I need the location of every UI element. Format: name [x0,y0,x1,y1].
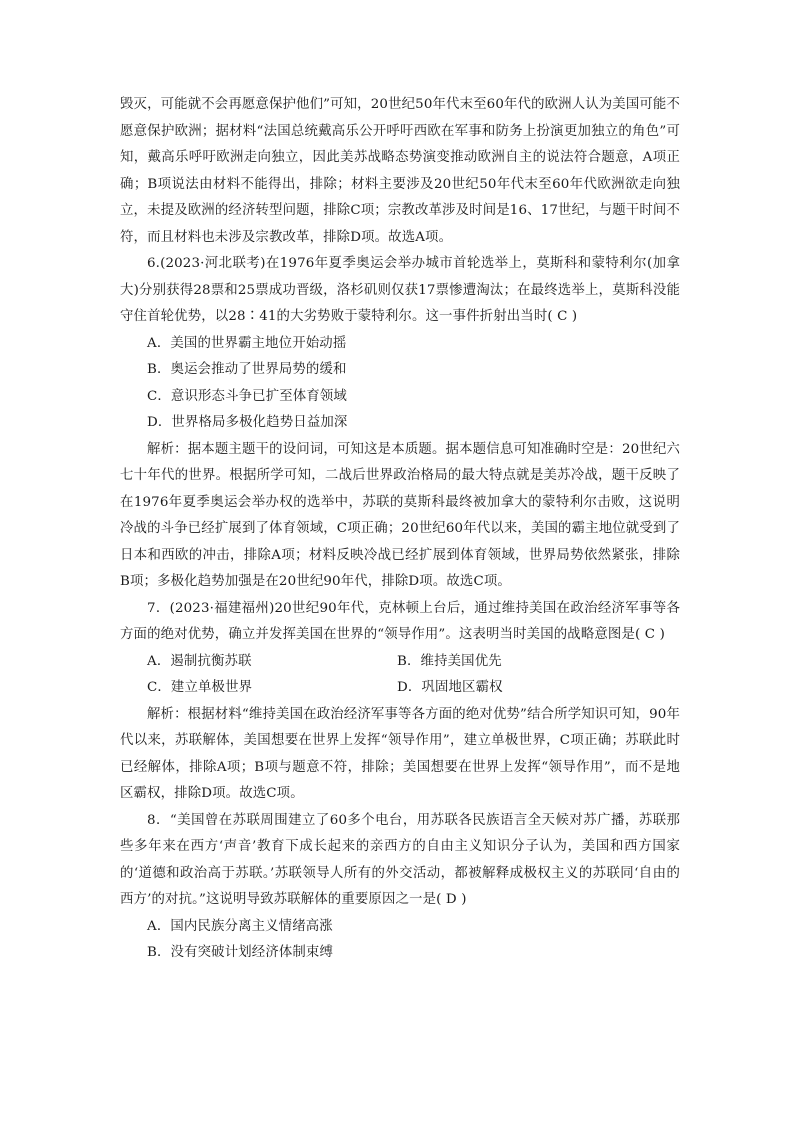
question-stem: 7．(2023·福建福州)20世纪90年代，克林顿上台后，通过维持美国在政治经济军事等各方面的绝对优势，确立并发挥美国在世界的“领导作用”。这表明当时美国的战略意图是( C ) [120,600,680,642]
continuation-paragraph: 毁灭，可能就不会再愿意保护他们”可知，20世纪50年代末至60年代的欧洲人认为美国可能不愿意保护欧洲；据材料“法国总统戴高乐公开呼吁西欧在军事和防务上扮演更加独立的角色”可知，戴高乐呼吁欧洲走向独立，因此美苏战略态势演变推动欧洲自主的说法符合题意，A项正确；B项说法由材料不能得出，排除；材料主要涉及20世纪50年代末至60年代欧洲欲走向独立，未提及欧洲的经济转型问题，排除C项；宗教改革涉及时间是16、17世纪，与题干时间不符，而且材料也未涉及宗教改革，排除D项。故选A项。 [120,97,681,245]
option-c: C．意识形态斗争已扩至体育领域 [147,388,347,404]
option-b: B．维持美国优先 [397,653,502,669]
analysis-paragraph: 解析：据本题主题干的设问词，可知这是本质题。据本题信息可知准确时空是：20世纪六七十年代的世界。根据所学可知，二战后世界政治格局的最大特点就是美苏冷战，题干反映了在1976年夏季奥运会举办权的选举中，苏联的莫斯科最终被加拿大的蒙特利尔击败，这说明冷战的斗争已经扩展到了体育领域，C项正确；20世纪60年代以来，美国的霸主地位就受到了日本和西欧的冲击，排除A项；材料反映冷战已经扩展到体育领域，世界局势依然紧张，排除B项；多极化趋势加强是在20世纪90年代，排除D项。故选C项。 [120,441,680,589]
question-stem: 6.(2023·河北联考)在1976年夏季奥运会举办城市首轮选举上，莫斯科和蒙特利尔(加拿大)分别获得28票和25票成功晋级，洛杉矶则仅获17票惨遭淘汰；在最终选举上，莫斯科没能守住首轮优势，以28∶41的大劣势败于蒙特利尔。这一事件折射出当时( C ) [120,256,680,324]
option-b: B．奥运会推动了世界局势的缓和 [147,362,347,377]
option-row [120,675,680,702]
question-6 [120,251,680,596]
question-7 [120,596,680,808]
option-b: B．没有突破计划经济体制束缚 [147,945,334,960]
analysis-paragraph: 解析：根据材料“维持美国在政治经济军事等各方面的绝对优势”结合所学知识可知，90年代以来，苏联解体，美国想要在世界上发挥“领导作用”，建立单极世界，C项正确；苏联此时已经解体，排除A项；B项与题意不符，排除；美国想要在世界上发挥“领导作用”，而不是地区霸权，排除D项。故选C项。 [120,706,680,801]
question-stem: 8．“美国曾在苏联周围建立了60多个电台，用苏联各民族语言全天候对苏广播，苏联那些多年来在西方‘声音’教育下成长起来的亲西方的自由主义知识分子认为，美国和西方国家的‘道德和政治高于苏联。’苏联领导人所有的外交活动，都被解释成极权主义的苏联同‘自由的西方’的对抗。”这说明导致苏联解体的重要原因之一是( D ) [120,812,680,907]
option-row [120,649,680,676]
option-d: D．世界格局多极化趋势日益加深 [147,415,348,430]
option-a: A．遏制抗衡苏联 [147,653,252,669]
option-a: A．国内民族分离主义情绪高涨 [147,918,333,934]
option-c: C．建立单极世界 [147,680,253,695]
option-d: D．巩固地区霸权 [397,680,503,695]
question-8 [120,808,680,967]
page-content [120,92,680,967]
option-a: A．美国的世界霸主地位开始动摇 [147,335,347,351]
